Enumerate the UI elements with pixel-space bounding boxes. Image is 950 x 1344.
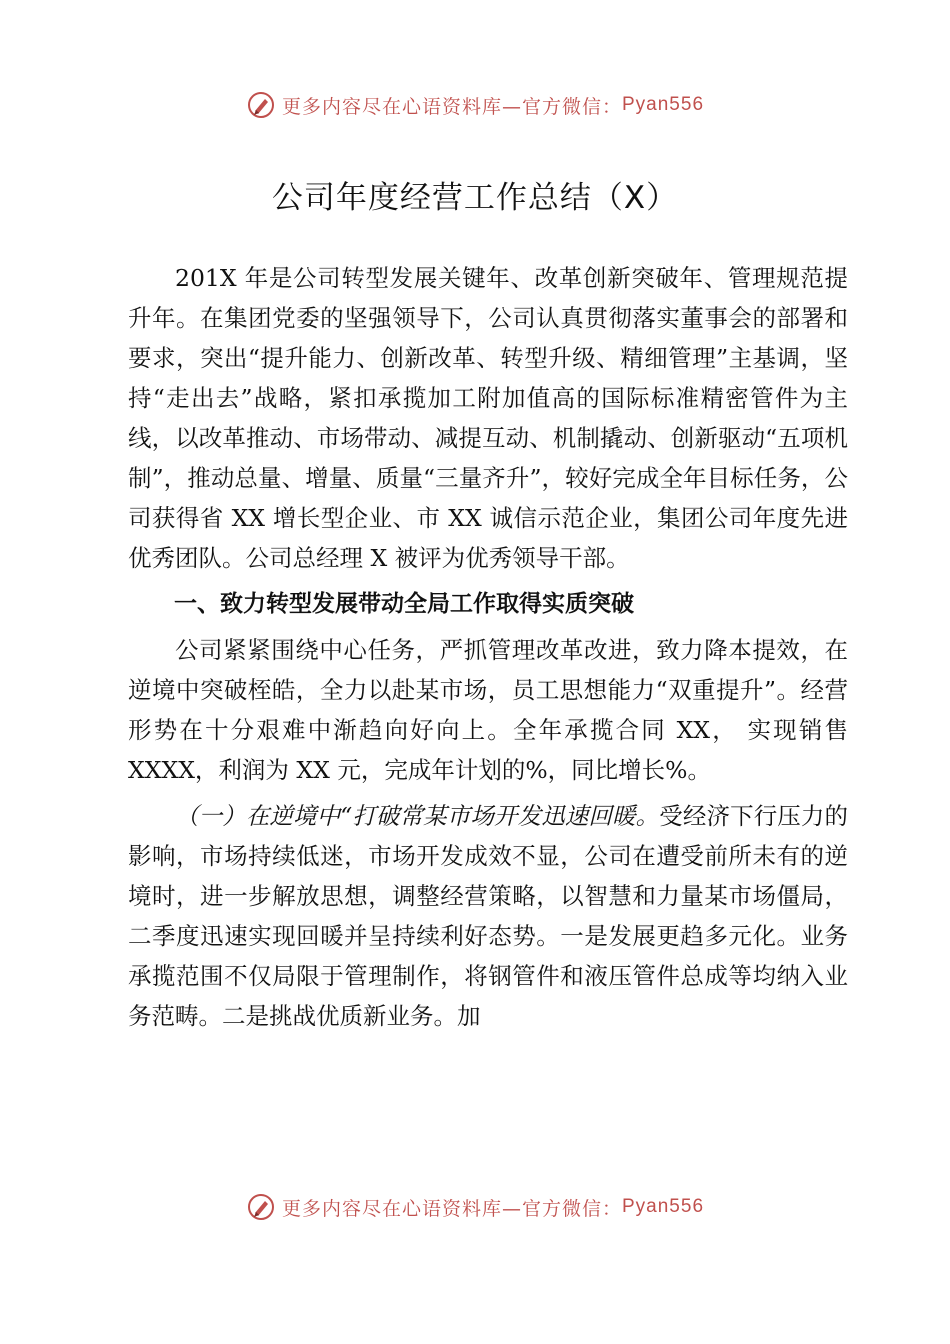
pen-logo-icon — [246, 90, 276, 120]
section-paragraph: 公司紧紧围绕中心任务，严抓管理改革改进，致力降本提效，在逆境中突破桎皓，全力以赴某市场，员工思想能力“双重提升”。经营形势在十分艰难中渐趋向好向上。全年承揽合同 XX， 实现销售 XXXX，利润为 XX 元，完成年计划的%，同比增长%。 — [128, 636, 848, 784]
watermark-footer — [0, 1192, 950, 1222]
subsection-lead: （一）在逆境中“打破常某市场开发迅速回暖。 — [175, 802, 660, 830]
watermark-text: 更多内容尽在心语资料库—官方微信： — [281, 1197, 622, 1220]
watermark-wechat-id: Pyan556 — [622, 94, 705, 115]
watermark-text: 更多内容尽在心语资料库—官方微信： — [281, 95, 622, 118]
document-title: 公司年度经营工作总结（X） — [271, 180, 679, 216]
subsection-paragraph — [128, 796, 848, 1036]
subsection-body: 受经济下行压力的影响，市场持续低迷，市场开发成效不显，公司在遭受前所未有的逆境时，进一步解放思想，调整经营策略，以智慧和力量某市场僵局，二季度迅速实现回暖并呈持续利好态势。一是发展更趋多元化。业务承揽范围不仅局限于管理制作，将钢管件和液压管件总成等均纳入业务范畴。二是挑战优质新业务。加 — [128, 802, 849, 1030]
section-heading: 一、致力转型发展带动全局工作取得实质突破 — [174, 591, 634, 617]
intro-paragraph: 201X 年是公司转型发展关键年、改革创新突破年、管理规范提升年。在集团党委的坚强领导下，公司认真贯彻落实董事会的部署和要求，突出“提升能力、创新改革、转型升级、精细管理”主基调，坚持“走出去”战略，紧扣承揽加工附加值高的国际标准精密管件为主线，以改革推动、市场带动、减提互动、机制撬动、创新驱动“五项机制”，推动总量、增量、质量“三量齐升”，较好完成全年目标任务，公司获得省 XX 增长型企业、市 XX 诚信示范企业，集团公司年度先进优秀团队。公司总经理 X 被评为优秀领导干部。 — [128, 264, 848, 572]
watermark-wechat-id: Pyan556 — [622, 1196, 705, 1217]
watermark-header — [0, 90, 950, 120]
pen-logo-icon — [246, 1192, 276, 1222]
document-body — [128, 258, 848, 1036]
